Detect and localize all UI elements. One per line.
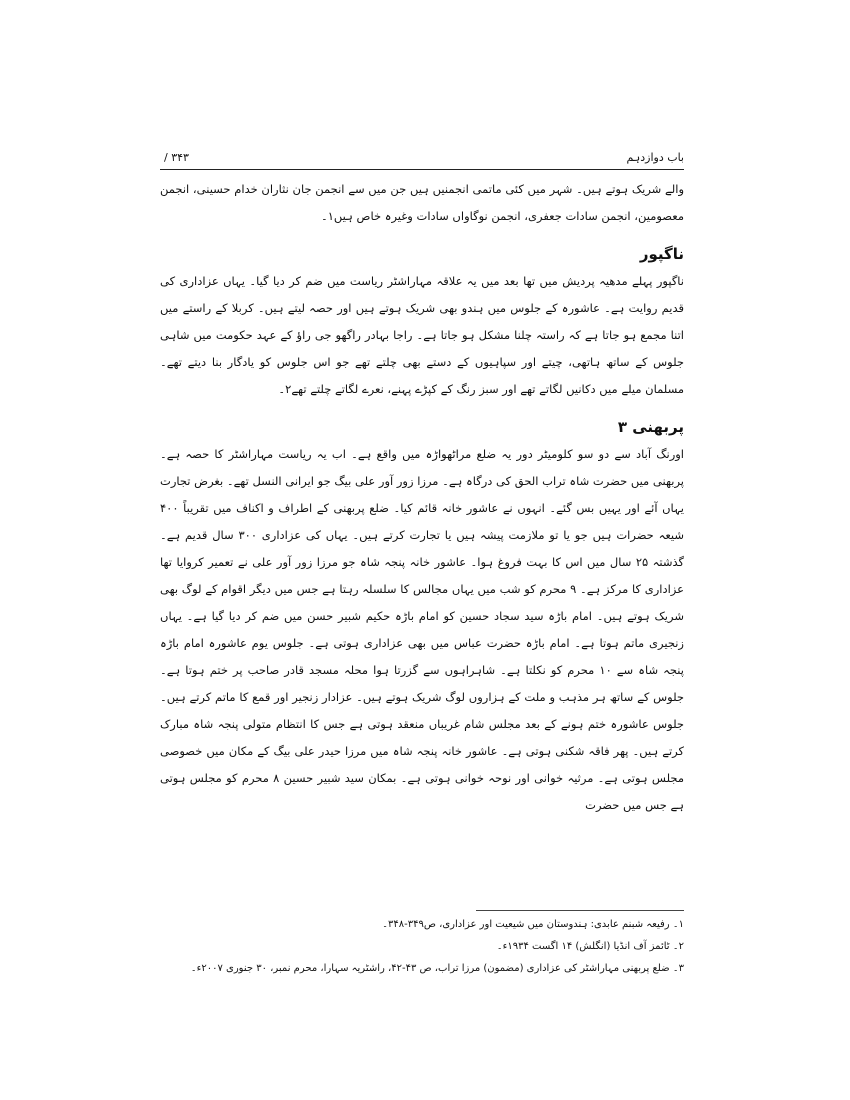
section-paragraph-parbhani: اورنگ آباد سے دو سو کلومیٹر دور یہ ضلع مراٹھواڑہ میں واقع ہے۔ اب یہ ریاست مہاراشٹر کا حصہ ہے۔ پربھنی میں حضرت شاہ تراب الحق کی درگاہ ہے۔ مرزا زور آور علی بیگ جو ایرانی النسل تھے۔ بغرض تجارت یہاں آئے اور یہیں بس گئے۔ انہوں نے عاشور خانہ قائم کیا۔ ضلع پربھنی کے اطراف و اکناف میں تقریباً ۴۰۰ شیعہ حضرات ہیں جو یا تو ملازمت پیشہ ہیں یا تجارت کرتے ہیں۔ یہاں کی عزاداری ۳۰۰ سال قدیم ہے۔ گذشتہ ۲۵ سال میں اس کا بہت فروغ ہوا۔ عاشور خانہ پنجہ شاہ جو مرزا زور آور علی نے تعمیر کروایا تھا عزاداری کا مرکز ہے۔ ۹ محرم کو شب میں یہاں مجالس کا سلسلہ رہتا ہے جس میں دیگر اقوام کے لوگ بھی شریک ہوتے ہیں۔ امام باڑہ سید سجاد حسین کو امام باڑہ حکیم شبیر حسن میں ضم کر دیا گیا ہے۔ یہاں زنجیری ماتم ہوتا ہے۔ امام باڑہ حضرت عباس میں بھی عزاداری ہوتی ہے۔ جلوس یوم عاشورہ امام باڑہ پنجہ شاہ سے ۱۰ محرم کو نکلتا ہے۔ شاہراہوں سے گزرتا ہوا محلہ مسجد قادر صاحب پر ختم ہوتا ہے۔ جلوس کے ساتھ ہر مذہب و ملت کے ہزاروں لوگ شریک ہوتے ہیں۔ عزادار زنجیر اور قمع کا ماتم کرتے ہیں۔ جلوس عاشورہ ختم ہونے کے بعد مجلس شام غریباں منعقد ہوتی ہے جس کا انتظام متولی پنجہ شاہ مبارک کرتے ہیں۔ پھر فاقہ شکنی ہوتی ہے۔ عاشور خانہ پنجہ شاہ میں مرزا حیدر علی بیگ کے مکان میں خصوصی مجلس ہوتی ہے۔ مرثیہ خوانی اور نوحہ خوانی ہوتی ہے۔ بمکان سید شبیر حسین ۸ محرم کو مجلس ہوتی ہے جس میں حضرت	[160, 447, 685, 812]
header-rule	[160, 169, 684, 170]
section-paragraph-nagpur: ناگپور پہلے مدھیہ پردیش میں تھا بعد میں یہ علاقہ مہاراشٹر ریاست میں ضم کر دیا گیا۔ یہاں عزاداری کی قدیم روایت ہے۔ عاشورہ کے جلوس میں ہندو بھی شریک ہوتے ہیں اور حصہ لیتے ہیں۔ کربلا کے راستے میں اتنا مجمع ہو جاتا ہے کہ راستہ چلنا مشکل ہو جاتا ہے۔ راجا بہادر راگھو جی راؤ کے عہد حکومت میں شاہی جلوس کے ساتھ ہاتھی، چیتے اور سپاہیوں کے دستے بھی چلتے تھے جو اس جلوس کو یادگار بنا دیتے تھے۔ مسلمان میلے میں دکانیں لگاتے تھے اور سبز رنگ کے کپڑے پہنے، نعرے لگاتے چلتے تھے۲۔	[160, 274, 684, 396]
section-heading-parbhani: پربھنی ۳	[617, 418, 684, 436]
footnote-2: ۲۔ ٹائمز آف انڈیا (انگلش) ۱۴ اگست ۱۹۳۴ء۔	[496, 941, 684, 952]
intro-paragraph: والے شریک ہوتے ہیں۔ شہر میں کئی ماتمی انجمنیں ہیں جن میں سے انجمن جان نثاران خدام حسینی، انجمن معصومین، انجمن سادات جعفری، انجمن نوگاواں سادات وغیرہ خاص ہیں۱۔	[160, 182, 684, 223]
page-number: / ۳۴۳	[164, 151, 189, 164]
main-text	[160, 176, 684, 819]
running-title: باب دوازدہم	[626, 151, 684, 164]
page-header	[160, 148, 684, 168]
section-heading-nagpur: ناگپور	[639, 245, 684, 263]
footnote-rule	[476, 910, 684, 911]
footnote-1: ۱۔ رفیعہ شبنم عابدی: ہندوستان میں شیعیت اور عزاداری، ص۳۴۹-۳۴۸۔	[382, 919, 684, 930]
footnote-3: ۳۔ ضلع پربھنی مہاراشٹر کی عزاداری (مضمون) مرزا تراب، ص ۴۳-۴۲، راشٹریہ سہارا، محرم نمبر، ۳۰ جنوری ۲۰۰۷ء۔	[190, 963, 684, 974]
footnotes	[160, 914, 684, 980]
